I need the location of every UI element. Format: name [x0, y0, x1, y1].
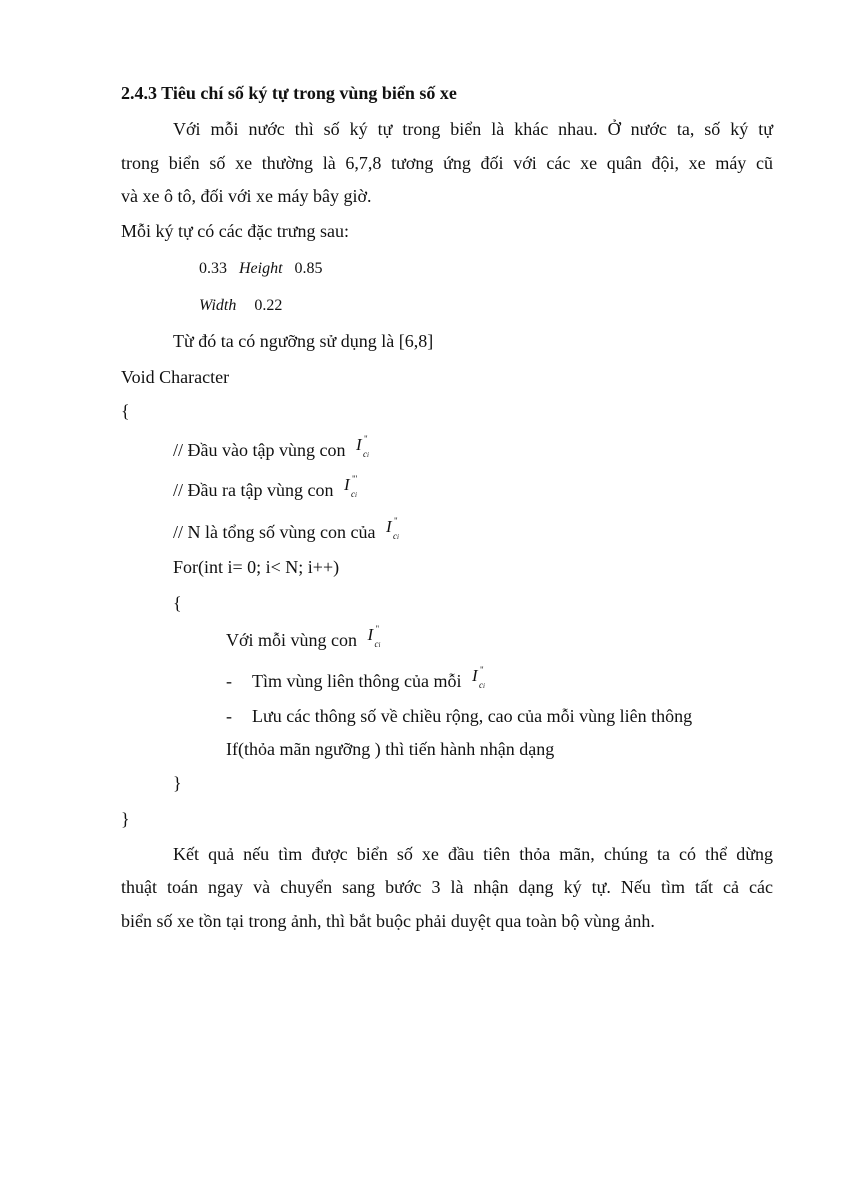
- comment-input-text: // Đầu vào tập vùng con: [173, 440, 346, 460]
- bullet-dash: -: [226, 671, 232, 691]
- symbol-prime: ": [375, 624, 380, 634]
- section-heading: 2.4.3 Tiêu chí số ký tự trong vùng biển số xe: [121, 83, 457, 103]
- symbol-base: I: [385, 517, 392, 536]
- symbol-subscript: ci: [362, 449, 369, 459]
- height-high: 0.85: [294, 260, 323, 277]
- height-rule: [199, 258, 323, 280]
- symbol-base: I: [367, 625, 374, 644]
- each-region-text: Với mỗi vùng con: [226, 630, 358, 650]
- conclusion-line-2: thuật toán ngay và chuyển sang bước 3 là nhận dạng ký tự. Nếu tìm tất cả các: [121, 877, 773, 897]
- symbol-subscript: ci: [478, 680, 485, 690]
- symbol-prime: "': [351, 474, 358, 484]
- comment-output-text: // Đầu ra tập vùng con: [173, 480, 334, 500]
- comment-n-text: // N là tổng số vùng con của: [173, 522, 376, 542]
- width-var: Width: [199, 297, 237, 314]
- symbol-prime: ": [479, 665, 484, 675]
- width-rule: [199, 295, 282, 317]
- step-2-text: Lưu các thông số về chiều rộng, cao của mỗi vùng liên thông: [252, 706, 693, 726]
- symbol-subscript: ci: [350, 489, 357, 499]
- symbol-base: I: [471, 666, 478, 685]
- symbol-i-c-double-prime: [355, 434, 374, 459]
- symbol-base: I: [343, 475, 350, 494]
- threshold-line: Từ đó ta có ngưỡng sử dụng là [6,8]: [173, 331, 434, 351]
- width-value: 0.22: [254, 297, 283, 314]
- step-store-params: [226, 705, 692, 727]
- symbol-i-c-double-prime: [385, 516, 404, 541]
- if-line: If(thỏa mãn ngưỡng ) thì tiến hành nhận dạng: [226, 739, 555, 759]
- features-intro: Mỗi ký tự có các đặc trưng sau:: [121, 221, 349, 241]
- inner-open-brace: {: [173, 593, 182, 613]
- symbol-subscript: ci: [374, 639, 381, 649]
- intro-line-1: Với mỗi nước thì số ký tự trong biển là khác nhau. Ở nước ta, số ký tự: [173, 119, 773, 139]
- symbol-prime: ": [363, 434, 368, 444]
- height-var: Height: [239, 260, 283, 277]
- conclusion-line-3: biển số xe tồn tại trong ảnh, thì bắt buộc phải duyệt qua toàn bộ vùng ảnh.: [121, 911, 655, 931]
- each-region: [226, 624, 386, 651]
- height-low: 0.33: [199, 260, 227, 277]
- symbol-i-c-double-prime: [471, 665, 490, 690]
- symbol-i-c-triple-prime: [343, 474, 362, 499]
- symbol-base: I: [355, 435, 362, 454]
- intro-line-3: và xe ô tô, đối với xe máy bây giờ.: [121, 186, 372, 206]
- code-signature: Void Character: [121, 367, 230, 387]
- step-1-text: Tìm vùng liên thông của mỗi: [252, 671, 462, 691]
- comment-n: [173, 516, 404, 543]
- symbol-subscript: ci: [392, 531, 399, 541]
- comment-output: [173, 474, 362, 501]
- symbol-i-c-double-prime: [367, 624, 386, 649]
- bullet-dash: -: [226, 706, 232, 726]
- intro-line-2: trong biển số xe thường là 6,7,8 tương ứng đối với các xe quân đội, xe máy cũ: [121, 153, 773, 173]
- code-close-brace: }: [121, 809, 130, 829]
- for-line: For(int i= 0; i< N; i++): [173, 557, 340, 577]
- symbol-prime: ": [393, 516, 398, 526]
- comment-input: [173, 434, 374, 461]
- step-find-connected: [226, 665, 490, 692]
- inner-close-brace: }: [173, 773, 182, 793]
- code-open-brace: {: [121, 401, 130, 421]
- conclusion-line-1: Kết quả nếu tìm được biển số xe đầu tiên thỏa mãn, chúng ta có thể dừng: [173, 844, 773, 864]
